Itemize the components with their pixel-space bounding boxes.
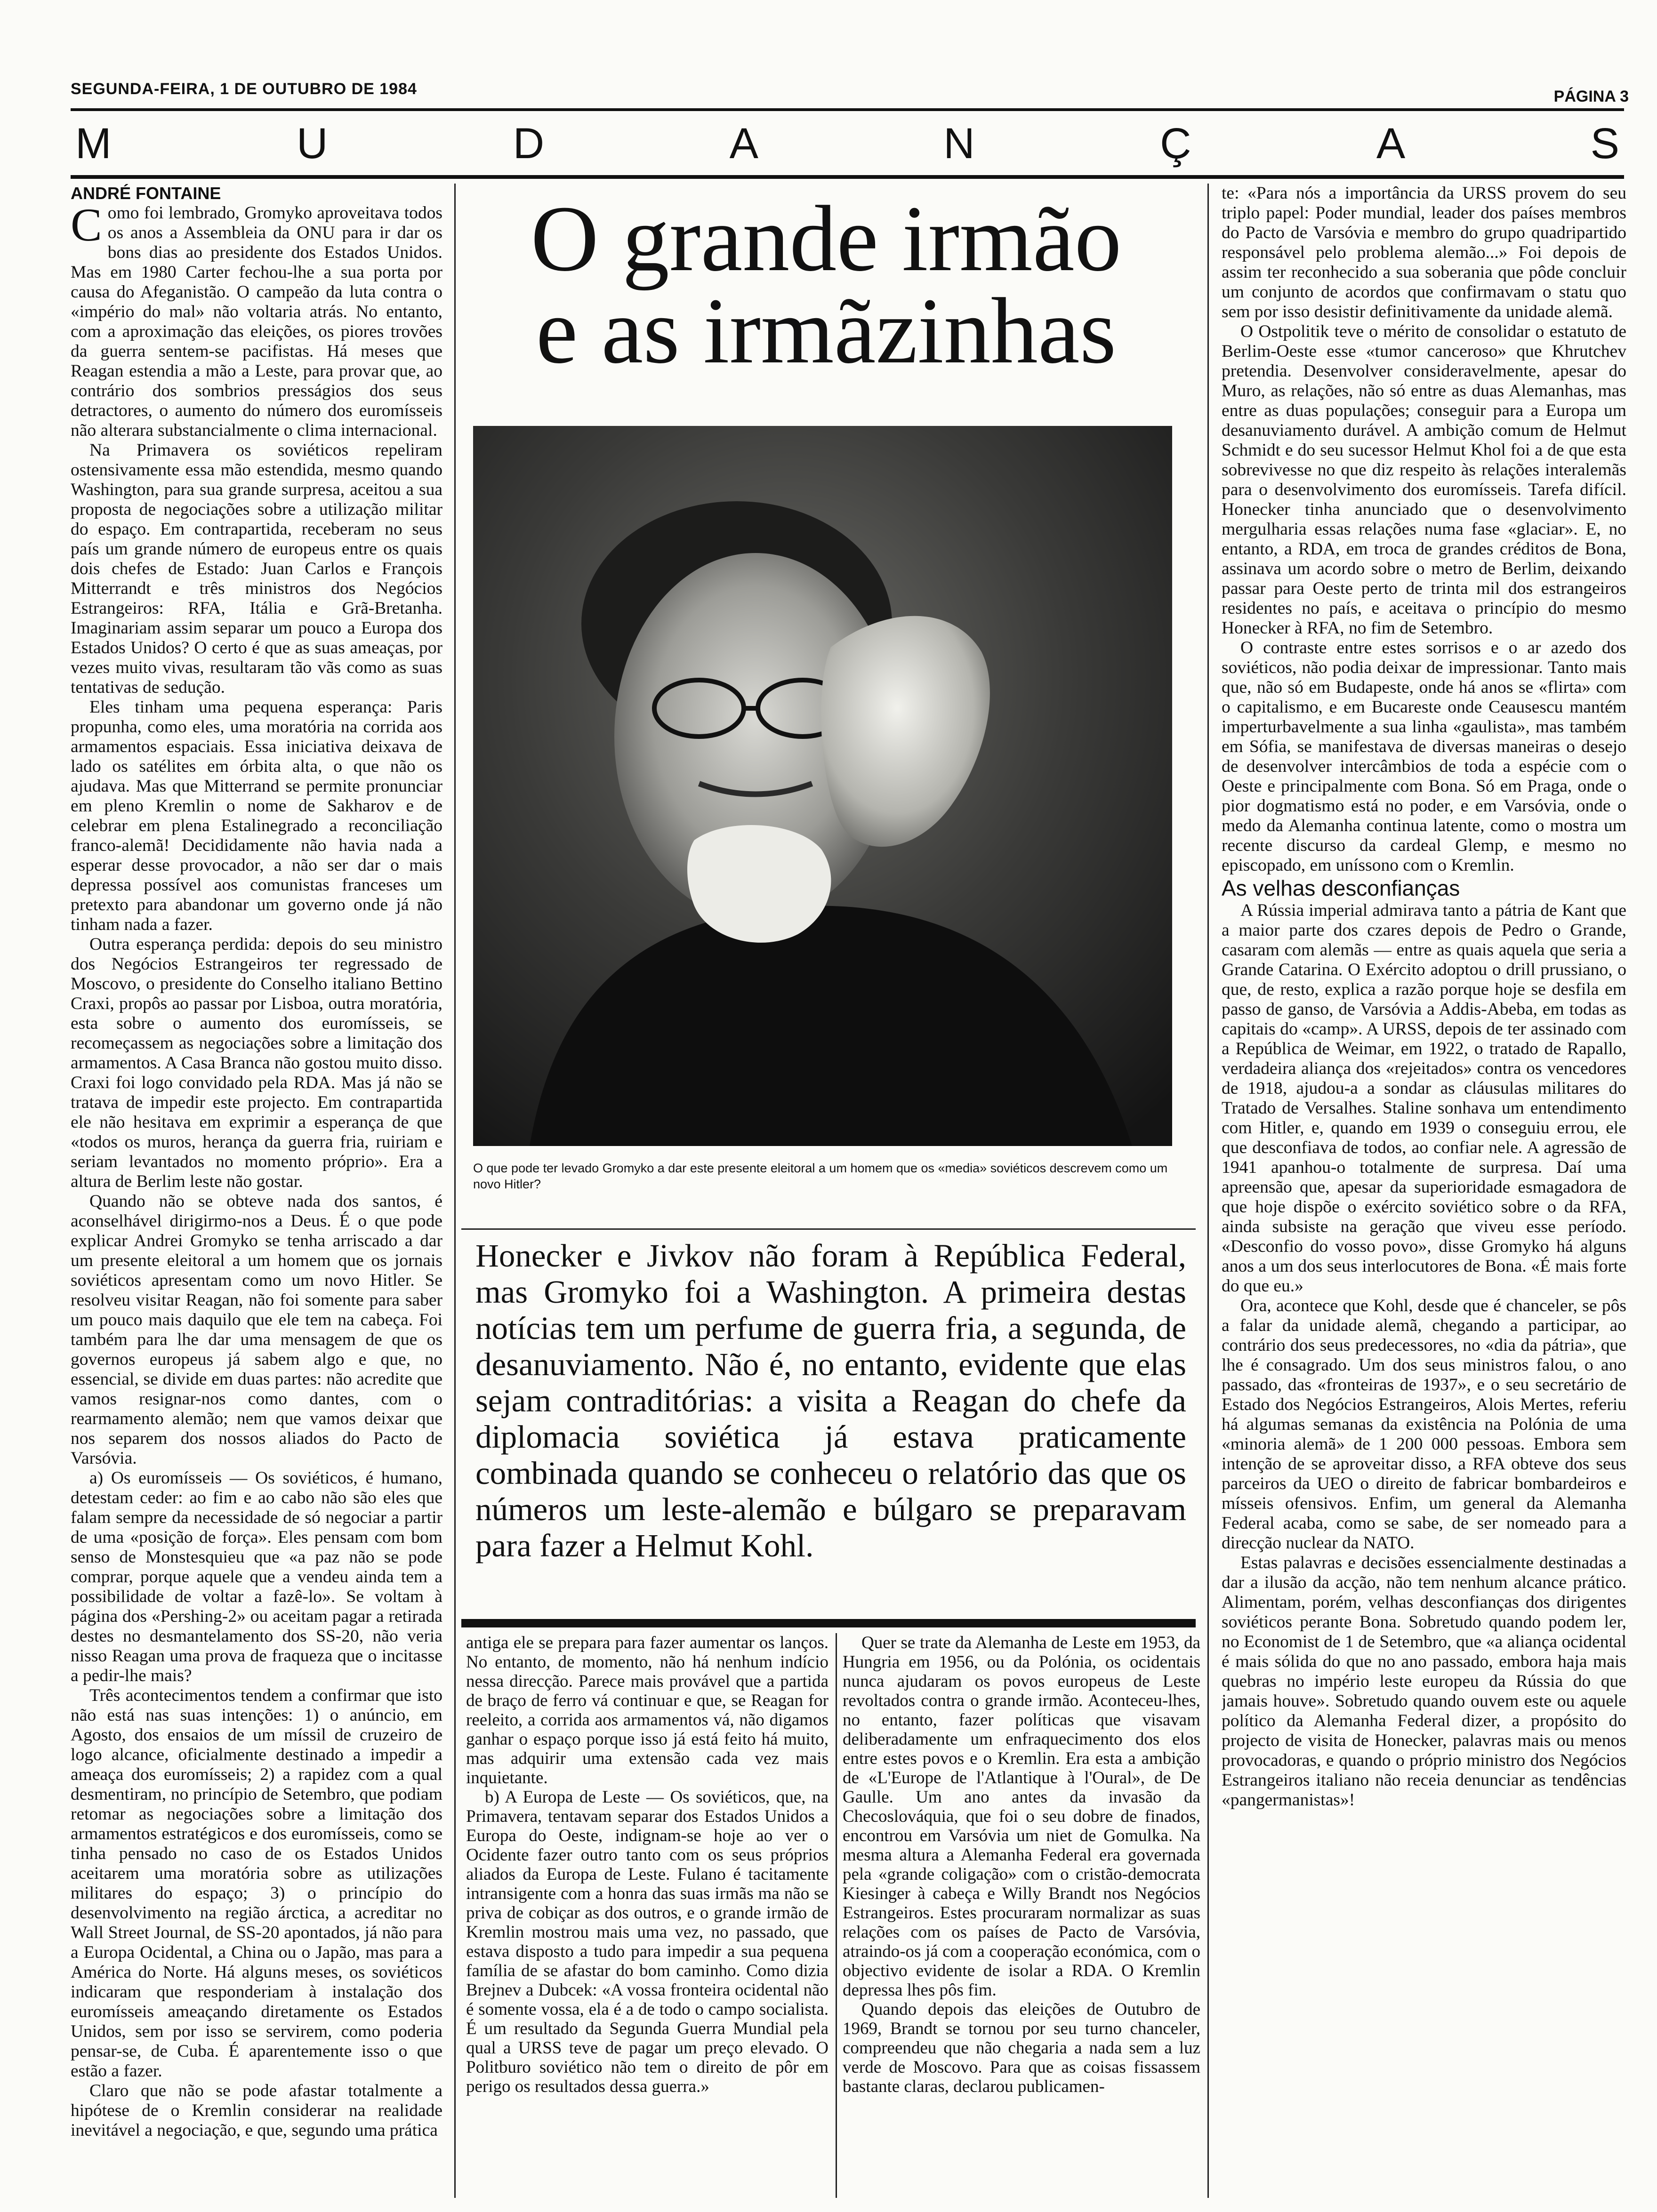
paragraph: Na Primavera os soviéticos repeliram ostensivamente essa mão estendida, mesmo quando Washington, para sua grande surpresa, aceitou a sua proposta de negociações sobre a utilização militar do espaço. Em contrapartida, receberam no seus país um grande número de europeus entre os quais dois chefes de Estado: Juan Carlos e François Mitterrandt e três ministros dos Negócios Estrangeiros: RFA, Itália e Grã-Bretanha. Imaginariam assim separar um pouco a Europa dos Estados Unidos? O certo é que as suas ameaças, por vezes muito vivas, resultaram tão vãs como as suas tentativas de sedução. (71, 441, 442, 697)
thick-rule (461, 1619, 1196, 1627)
paragraph: Outra esperança perdida: depois do seu ministro dos Negócios Estrangeiros ter regressado de Moscovo, o presidente do Conselho italiano Bettino Craxi, propôs ao passar por Lisboa, outra moratória, esta sobre o aumento dos euromísseis, se recomeçassem as negociações sobre a limitação dos armamentos. A Casa Branca não gostou muito disso. Craxi foi logo convidado pela RDA. Mas já não se tratava de impedir este projecto. Em contrapartida ele não hesitava em exprimir a esperança de que «todos os muros, herança da guerra fria, ruiriam e seriam levantados no momento próprio». Era a altura de Berlim leste não gostar. (71, 935, 442, 1191)
headline-line: O grande irmão (531, 187, 1122, 291)
banner-letter: U (296, 119, 328, 168)
paragraph-text: omo foi lembrado, Gromyko aproveitava todos os anos a Assembleia da ONU para ir dar os bons dias ao presidente dos Estados Unidos. Mas em 1980 Carter fechou-lhe a sua porta por causa do Afeganistão. O campeão da luta contra o «império do mal» não voltaria atrás. No entanto, com a aproximação das eleições, os piores trovões da guerra sentem-se pacifistas. Há meses que Reagan estendia a mão a Leste, para provar que, ao contrário dos sombrios presságios dos seus detractores, o aumento do número dos euromísseis não alterara substancialmente o clima internacional. (71, 203, 442, 440)
column-divider (836, 1633, 837, 2198)
banner-letter: A (1376, 119, 1406, 168)
article-column-1 (71, 184, 442, 2151)
article-column-3 (843, 1633, 1200, 2198)
drop-cap: C (71, 199, 102, 251)
header-rule (71, 108, 1624, 111)
paragraph: Estas palavras e decisões essencialmente destinadas a dar a ilusão da acção, não tem nenhum alcance prático. Alimentam, porém, velhas desconfianças dos dirigentes soviéticos perante Bona. Sobretudo quando podem ler, no Economist de 1 de Setembro, que «a aliança ocidental é mais sólida do que no ano passado, embora haja mais quebras no império leste europeu da Rússia do que jamais houve». Sobretudo quando ouvem este ou aquele político da Alemanha Federal dizer, a propósito do projecto de visita de Honecker, palavras mais ou menos provocadoras, e quando o próprio ministro dos Negócios Estrangeiros italiano não receia denunciar as tendências «pangermanistas»! (1222, 1553, 1626, 1810)
photo-caption: O que pode ter levado Gromyko a dar este presente eleitoral a um homem que os «media» soviéticos descrevem como um novo Hitler? (473, 1161, 1168, 1191)
paragraph: Ora, acontece que Kohl, desde que é chanceler, se pôs a falar da unidade alemã, chegando a participar, ao contrário dos seus predecessores, no «dia da pátria», que lhe é consagrado. Um dos seus ministros falou, o ano passado, das «fronteiras de 1937», e o seu secretário de Estado dos Negócios Estrangeiros, Alois Mertes, referiu há algumas semanas da existência na Polónia de uma «minoria alemã» de 1 200 000 pessoas. Embora sem intenção de se aproveitar disso, a RFA obteve dos seus parceiros da UEO o direito de fabricar bombardeiros e mísseis ofensivos. Enfim, um general da Alemanha Federal acaba, como se sabe, de ser nomeado para a direcção nuclear da NATO. (1222, 1296, 1626, 1553)
banner-letter: A (729, 119, 758, 168)
banner-rule (71, 175, 1624, 179)
paragraph: Três acontecimentos tendem a confirmar que isto não está nas suas intenções: 1) o anúncio, em Agosto, dos ensaios de um míssil de cruzeiro de logo alcance, oficialmente destinado a impedir a ameaça dos euromísseis; 2) a rapidez com a qual desmentiram, no princípio de Setembro, que podiam retomar as negociações sobre a limitação dos armamentos estratégicos e dos euromísseis, como se tinha pensado no caso de os Estados Unidos aceitarem uma moratória sobre as utilizações militares do espaço; 3) o princípio do desenvolvimento na região árctica, a acreditar no Wall Street Journal, de SS-20 apontados, já não para a Europa Ocidental, a China ou o Japão, mas para a América do Norte. Há alguns meses, os soviéticos indicaram que responderiam à instalação dos euromísseis ameaçando diretamente os Estados Unidos, sem por isso se servirem, como poderia pensar-se, de Cuba. É aparentemente isso o que estão a fazer. (71, 1686, 442, 2081)
paragraph: O Ostpolitik teve o mérito de consolidar o estatuto de Berlim-Oeste esse «tumor canceroso» que Khrutchev pretendia. Desenvolver consideravelmente, apesar do Muro, as relações, não só entre as duas Alemanhas, mas entre as duas populações; conseguir para a Europa um desanuviamento durável. A ambição comum de Helmut Schmidt e do seu sucessor Helmut Khol foi a de que esta sobrevivesse no que diz respeito às relações interalemãs para o desenvolvimento dos euromísseis. Tarefa difícil. Honecker tinha anunciado que o desenvolvimento mergulharia essas relações numa fase «glaciar». E, no entanto, a RDA, em troca de grandes créditos de Bona, assinava um acordo sobre o metro de Berlim, deixando passar para Oeste perto de trinta mil dos estrangeiros residentes no país, e aceitava o princípio do mesmo Honecker à RFA, no fim de Setembro. (1222, 322, 1626, 638)
banner-letter: N (943, 119, 975, 168)
paragraph: Quando depois das eleições de Outubro de 1969, Brandt se tornou por seu turno chanceler, compreendeu que não chegaria a nada sem a luz verde de Moscovo. Para que as coisas fissassem bastante claras, declarou publicamen- (843, 2000, 1200, 2096)
page-number: PÁGINA 3 (1553, 88, 1629, 105)
banner-letter: S (1590, 119, 1619, 168)
paragraph: Quando não se obteve nada dos santos, é aconselhável dirigirmo-nos a Deus. É o que pode explicar Andrei Gromyko se tenha arriscado a dar um presente eleitoral a um homem que os jornais soviéticos apresentam como um novo Hitler. Se resolveu visitar Reagan, não foi somente para saber um pouco mais daquilo que ele tem na cabeça. Foi também para lhe dar uma mensagem de que os governos europeus já sabem algo e que, no essencial, se divide em duas partes: não acredite que vamos resignar-nos como dantes, com o rearmamento alemão; nem que vamos deixar que nos separem dos nossos aliados do Pacto de Varsóvia. (71, 1192, 442, 1468)
headline (466, 187, 1186, 383)
paragraph (71, 199, 442, 441)
paragraph: a) Os euromísseis — Os soviéticos, é humano, detestam ceder: ao fim e ao cabo não são eles que falam sempre da necessidade de só negociar a partir de uma «posição de força». Eles pensam com bom senso de Monstesquieu que «a paz não se pode comprar, porque aquele que a vendeu ainda tem a possibilidade de voltar a fazê-lo». Se voltam à página dos «Pershing-2» ou aceitam pagar a retirada destes no desmantelamento dos SS-20, não veria nisso Reagan uma prova de fraqueza que o incitasse a pedir-lhe mais? (71, 1468, 442, 1685)
paragraph: te: «Para nós a importância da URSS provem do seu triplo papel: Poder mundial, leader dos países membros do Pacto de Varsóvia e membro do grupo quadripartido responsável pelo problema alemão...» Foi depois de assim ter reconhecido a sua soberania que pôde concluir um conjunto de acordos que confirmavam o statu quo sem por isso desistir definitivamente da unidade alemã. (1222, 184, 1626, 321)
article-column-2 (466, 1633, 828, 2198)
paragraph: b) A Europa de Leste — Os soviéticos, que, na Primavera, tentavam separar dos Estados Unidos a Europa do Oeste, indignam-se hoje ao ver o Ocidente fazer outro tanto com os seus próprios aliados da Europa de Leste. Fulano é tacitamente intransigente com a honra das suas irmãs ma não se priva de cobiçar as dos outros, e o grande irmão de Kremlin mostrou mais uma vez, no passado, que estava disposto a tudo para impedir a sua pequena família de se afastar do bom caminho. Como dizia Brejnev a Dubcek: «A vossa fronteira ocidental não é somente vossa, ela é a de todo o campo socialista. É um resultado da Segunda Guerra Mundial pela qual a URSS teve de pagar um preço elevado. O Politburo soviético não tem o direito de pôr em perigo os resultados dessa guerra.» (466, 1787, 828, 2096)
headline-line: e as irmãzinhas (536, 279, 1117, 383)
banner-letter: D (513, 119, 545, 168)
paragraph: antiga ele se prepara para fazer aumentar os lanços. No entanto, de momento, não há nenhum indício nessa direcção. Parece mais provável que a partida de braço de ferro vá continuar e que, se Reagan for reeleito, a corrida aos armamentos vá, não digamos ganhar o espaço porque isso já está feito há muito, mas adquirir uma extensão cada vez mais inquietante. (466, 1633, 828, 1787)
paragraph: O contraste entre estes sorrisos e o ar azedo dos soviéticos, não podia deixar de impressionar. Tanto mais que, não só em Budapeste, onde há anos se «flirta» com o capitalismo, e em Bucareste onde Ceausescu mantém imperturbavelmente a sua linha «gaulista», mas também em Sófia, se manifestava de diversas maneiras o desejo de desenvolver intercâmbios de toda a espécie com o Oeste e principalmente com Bona. Só em Praga, onde o pior dogmatismo está no poder, e em Varsóvia, onde o medo da Alemanha continua latente, como o mostra um recente discurso da cardeal Glemp, e mesmo no episcopado, em uníssono com o Kremlin. (1222, 638, 1626, 875)
paragraph: Eles tinham uma pequena esperança: Paris propunha, como eles, uma moratória na corrida aos armamentos espaciais. Essa iniciativa deixava de lado os satélites em órbita alta, o que não os ajudava. Mas que Mitterrand se permite pronunciar em pleno Kremlin o nome de Sakharov e de celebrar em plena Estalinegrado a reconciliação franco-alemã! Decididamente não havia nada a esperar desse provocador, a não ser dar o mais depressa possível aos comunistas franceses um pretexto para abandonar um governo onde já não tinham nada a fazer. (71, 697, 442, 934)
article-column-4 (1222, 184, 1626, 2198)
paragraph: A Rússia imperial admirava tanto a pátria de Kant que a maior parte dos czares depois de Pedro o Grande, casaram com alemãs — entre as quais aquela que seria a Grande Catarina. O Exército adoptou o drill prussiano, o que, de resto, explica a razão porque hoje se desfila em passo de ganso, de Varsóvia a Addis-Abeba, em todas as capitais do «camp». A URSS, depois de ter assinado com a República de Weimar, em 1922, o tratado de Rapallo, verdadeira aliança dos «rejeitados» contra os vencedores de 1918, ajudou-a a sondar as cláusulas militares do Tratado de Versalhes. Staline sonhava um entendimento com Hitler, e, quando em 1939 o conseguiu errou, ele que desconfiava de todos, ao confiar nele. A agressão de 1941 apanhou-o totalmente de surpresa. Daí uma apreensão que, apesar da superioridade esmagadora de que hoje dispõe o exército soviético sobre o da RFA, ainda subsiste na geração que viveu esse período. «Desconfio do vosso povo», disse Gromyko há alguns anos a um dos seus interlocutores de Bona. «É mais forte do que eu.» (1222, 901, 1626, 1296)
issue-date: SEGUNDA-FEIRA, 1 DE OUTUBRO DE 1984 (71, 80, 417, 98)
banner-letter: Ç (1160, 119, 1191, 168)
paragraph: Quer se trate da Alemanha de Leste em 1953, da Hungria em 1956, ou da Polónia, os ocidentais nunca ajudaram os povos europeus de Leste revoltados contra o grande irmão. Aconteceu-lhes, no entanto, fazer políticas que visavam deliberadamente um enfraquecimento dos elos entre estes povos e o Kremlin. Era esta a ambição de «L'Europe de l'Atlantique à l'Oural», de De Gaulle. Um ano antes da invasão da Checoslováquia, que foi o seu dobre de finados, encontrou em Varsóvia um niet de Gomulka. Na mesma altura a Alemanha Federal era governada pela «grande coligação» com o cristão-democrata Kiesinger à cabeça e Willy Brandt nos Negócios Estrangeiros. Estes procuraram normalizar as suas relações com os países de Pacto de Varsóvia, atraindo-os já com a cooperação económica, com o objectivo evidente de isolar a RDA. O Kremlin depressa lhes pôs fim. (843, 1633, 1200, 2000)
gromyko-photo (473, 426, 1172, 1146)
section-banner (71, 113, 1624, 174)
author-byline: ANDRÉ FONTAINE (71, 184, 221, 203)
banner-letter: M (75, 119, 112, 168)
column-divider (454, 184, 456, 2198)
paragraph: Claro que não se pode afastar totalmente a hipótese de o Kremlin considerar na realidade inevitável a negociação, e que, segundo uma prática (71, 2081, 442, 2140)
column-divider (1207, 184, 1209, 2198)
subheading: As velhas desconfianças (1222, 876, 1460, 900)
pull-quote: Honecker e Jivkov não foram à República Federal, mas Gromyko foi a Washington. A primeira destas notícias tem um perfume de guerra fria, a segunda, de desanuviamento. Não é, no entanto, evidente que elas sejam contraditórias: a visita a Reagan do chefe da diplomacia soviética já estava praticamente combinada quando se conheceu o relatório das que os números um leste-alemão e búlgaro se preparavam para fazer a Helmut Kohl. (475, 1238, 1186, 1563)
section-rule (461, 1228, 1196, 1230)
